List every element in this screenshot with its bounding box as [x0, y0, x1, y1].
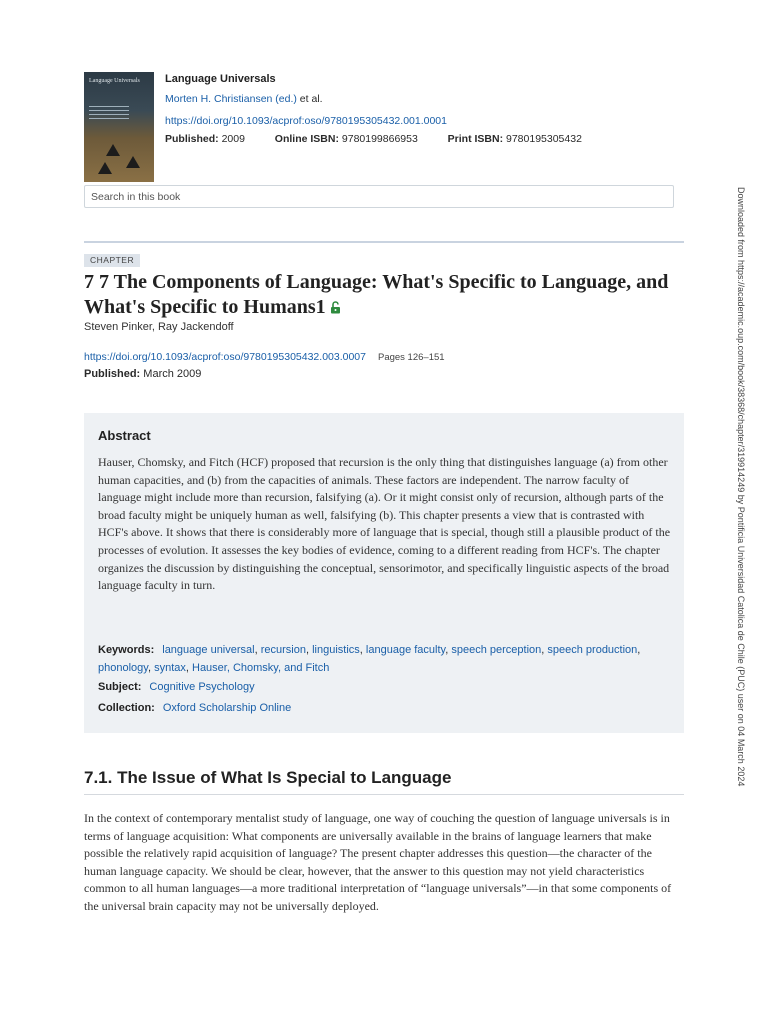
editor-link[interactable]: Morten H. Christiansen (ed.) — [165, 93, 297, 105]
open-access-lock-icon — [330, 296, 341, 321]
chapter-published — [84, 368, 201, 380]
keyword-link[interactable]: speech production — [547, 644, 638, 656]
print-isbn-label: Print ISBN: — [447, 133, 504, 145]
keyword-link[interactable]: phonology — [98, 662, 148, 674]
chapter-title-text: 7 7 The Components of Language: What's Specific to Language, and What's Specific to Humans1 — [84, 271, 669, 318]
divider — [84, 241, 684, 243]
keywords-row: Keywords: language universal, recursion, linguistics, language faculty, speech perception, speech production, phonology, syntax, Hauser, Chomsky, and Fitch — [98, 644, 641, 674]
keyword-link[interactable]: speech perception — [451, 644, 542, 656]
cover-shape — [126, 156, 140, 168]
cover-decoration — [89, 106, 129, 122]
subject-link[interactable]: Cognitive Psychology — [149, 681, 255, 693]
book-cover-image[interactable] — [84, 72, 154, 182]
chapter-pages: Pages 126–151 — [377, 352, 445, 363]
chapter-published-value: March 2009 — [143, 368, 202, 380]
collection-row — [98, 702, 291, 714]
subject-row — [98, 681, 255, 693]
online-isbn-label: Online ISBN: — [274, 133, 339, 145]
online-isbn-value: 9780199866953 — [341, 133, 418, 145]
book-header — [84, 72, 684, 182]
section-heading: 7.1. The Issue of What Is Special to Language — [84, 768, 452, 787]
collection-link[interactable]: Oxford Scholarship Online — [162, 702, 292, 714]
abstract-text: Hauser, Chomsky, and Fitch (HCF) proposed that recursion is the only thing that distinguishes language (a) from other human capacities, and (b) from the capacities of animals. These factors are independent. The narrow faculty of language might include more than recursion, falsifying (a). Or it might consist only of recursion, although parts of the broad faculty might be uniquely human as well, falsifying (b). This chapter presents a view that is contrasted with HCF's above. It shows that there is considerably more of language that is special, though still a plausible product of the processes of evolution. It assesses the key bodies of evidence, coming to a different reading from HCF's. The chapter organizes the discussion by distinguishing the conceptual, sensorimotor, and specifically linguistic aspects of the broad language faculty in turn. — [98, 455, 671, 593]
section-body-text: In the context of contemporary mentalist study of language, one way of couching the question of language universals is in terms of language acquisition: What components are universally available in the brains of language learners that make possible the relatively rapid acquisition of language? The present chapter addresses this question—the character of the human language capacity. We should be clear, however, that the answer to this question may not yield characteristics common to all human languages—a more traditional interpretation of “language universals”—in that some components of the universal brain capacity may not be universally deployed. — [84, 811, 672, 913]
keyword-link[interactable]: syntax — [154, 662, 186, 674]
editor-suffix: et al. — [296, 93, 323, 105]
book-editor — [165, 93, 323, 105]
subject-label: Subject: — [98, 681, 142, 693]
keyword-link[interactable]: language faculty — [365, 644, 446, 656]
collection-label: Collection: — [98, 702, 155, 714]
abstract-heading: Abstract — [98, 428, 151, 443]
published-value: 2009 — [221, 133, 245, 145]
book-title[interactable]: Language Universals — [165, 73, 276, 85]
keyword-link[interactable]: linguistics — [312, 644, 360, 656]
keywords-label: Keywords: — [98, 644, 155, 656]
cover-shape — [98, 162, 112, 174]
search-in-book-input[interactable]: Search in this book — [84, 185, 674, 208]
chapter-badge: CHAPTER — [84, 254, 140, 267]
book-pub-info — [165, 133, 582, 145]
print-isbn-value: 9780195305432 — [506, 133, 582, 145]
cover-title: Language Universals — [89, 78, 140, 84]
chapter-doi-row — [84, 351, 445, 363]
keyword-link[interactable]: Hauser, Chomsky, and Fitch — [192, 662, 330, 674]
book-doi-link[interactable]: https://doi.org/10.1093/acprof:oso/9780195305432.001.0001 — [165, 115, 447, 127]
keyword-link[interactable]: language universal — [162, 644, 255, 656]
chapter-authors: Steven Pinker, Ray Jackendoff — [84, 321, 234, 333]
chapter-doi-link[interactable]: https://doi.org/10.1093/acprof:oso/9780195305432.003.0007 — [84, 351, 366, 363]
keyword-link[interactable]: recursion — [260, 644, 306, 656]
cover-shape — [106, 144, 120, 156]
divider — [84, 794, 684, 795]
chapter-title — [84, 270, 684, 321]
chapter-published-label: Published: — [84, 368, 141, 380]
download-side-note-text: Downloaded from https://academic.oup.com/book/38368/chapter/319914249 by Pontificia Universidad Catolica de Chile (PUC) user on 04 March 2024 — [736, 187, 746, 787]
abstract-panel — [84, 413, 684, 733]
published-label: Published: — [165, 133, 219, 145]
